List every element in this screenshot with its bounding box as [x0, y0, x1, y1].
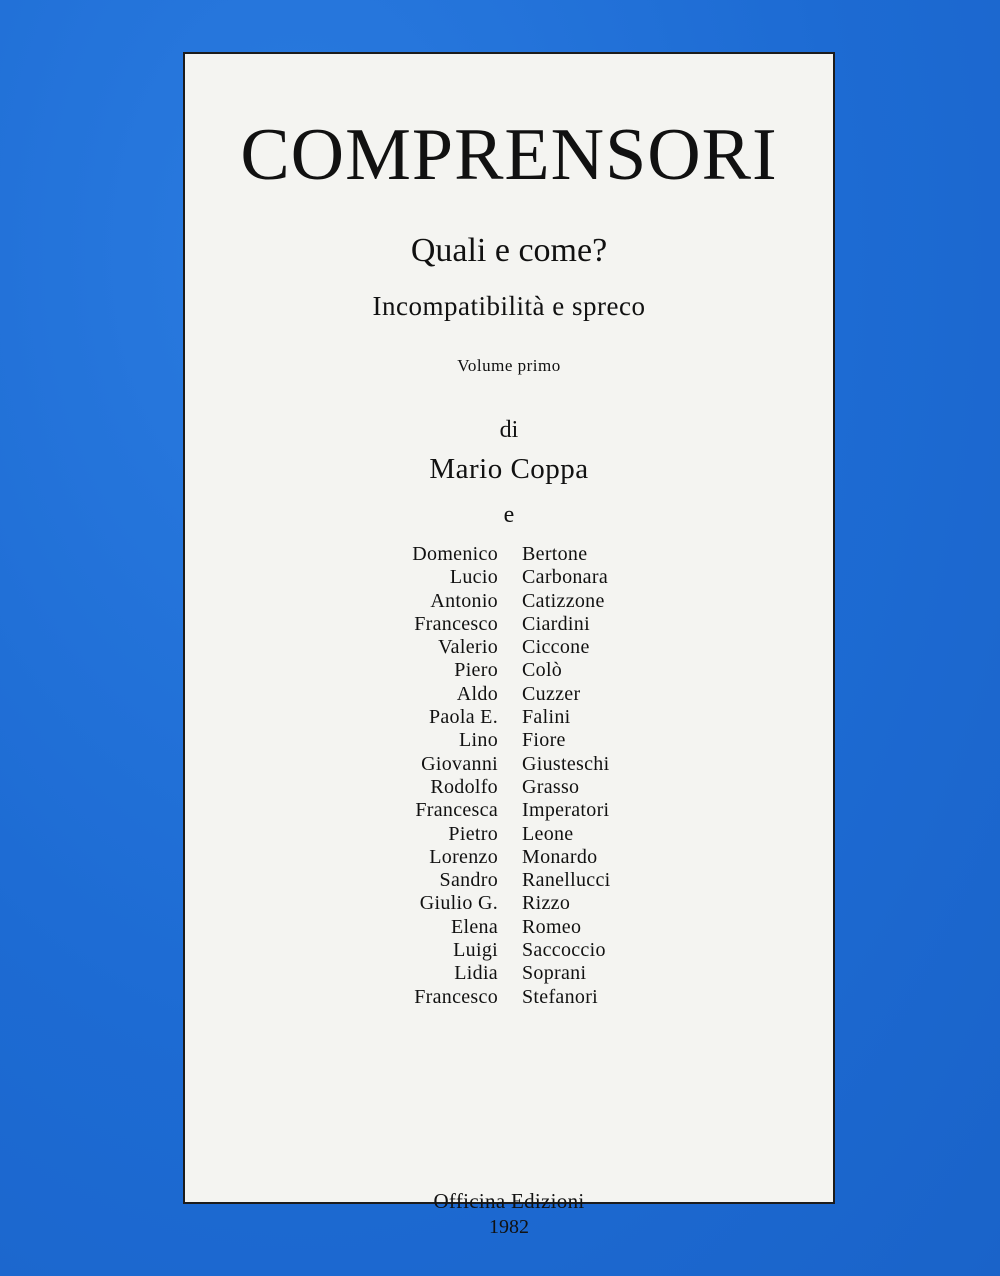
lead-author: Mario Coppa: [429, 453, 589, 485]
author-row: [185, 729, 833, 752]
author-last-name: Saccoccio: [522, 939, 606, 962]
author-first-name: Domenico: [412, 543, 498, 565]
author-first-name: Antonio: [430, 589, 498, 612]
author-row: [185, 566, 833, 589]
author-last-name: Catizzone: [522, 589, 605, 612]
author-last-name: Ciardini: [522, 612, 590, 635]
author-last-name: Leone: [522, 822, 574, 845]
author-last-name: Romeo: [522, 915, 582, 938]
co-author-list: [185, 543, 833, 1009]
author-first-name: Francesco: [414, 612, 498, 635]
author-last-name: Colò: [522, 659, 563, 682]
author-first-name: Aldo: [456, 682, 498, 705]
and-label: e: [503, 502, 515, 528]
author-first-name: Sandro: [439, 869, 498, 892]
publication-year: 1982: [489, 1216, 529, 1238]
author-last-name: Soprani: [522, 962, 587, 985]
book-secondary-subtitle: Incompatibilità e spreco: [372, 291, 646, 321]
author-row: [185, 636, 833, 659]
by-label: di: [499, 417, 519, 443]
author-first-name: Pietro: [448, 822, 498, 845]
author-first-name: Piero: [454, 659, 498, 682]
author-last-name: Giusteschi: [522, 752, 610, 775]
author-row: [185, 683, 833, 706]
author-row: [185, 986, 833, 1009]
author-first-name: Rodolfo: [430, 775, 498, 798]
author-first-name: Francesco: [414, 985, 498, 1008]
author-first-name: Giulio G.: [419, 892, 498, 915]
author-first-name: Lucio: [449, 566, 498, 589]
author-last-name: Imperatori: [522, 799, 610, 822]
author-last-name: Falini: [522, 706, 571, 729]
author-first-name: Elena: [450, 915, 498, 938]
author-last-name: Ranellucci: [522, 869, 611, 892]
author-last-name: Ciccone: [522, 636, 590, 659]
author-row: [185, 613, 833, 636]
author-first-name: Francesca: [415, 799, 498, 822]
author-first-name: Paola E.: [428, 706, 498, 729]
author-last-name: Carbonara: [522, 566, 608, 589]
author-last-name: Cuzzer: [522, 682, 581, 705]
title-label-panel: [183, 52, 835, 1238]
author-row: [185, 753, 833, 776]
author-row: [185, 590, 833, 613]
author-last-name: Fiore: [522, 729, 566, 752]
author-first-name: Giovanni: [421, 752, 498, 775]
volume-label: Volume primo: [457, 356, 561, 375]
author-row: [185, 869, 833, 892]
author-last-name: Monardo: [522, 845, 598, 868]
author-last-name: Grasso: [522, 775, 580, 798]
author-last-name: Rizzo: [522, 892, 571, 915]
author-first-name: Lorenzo: [429, 845, 498, 868]
author-row: [185, 892, 833, 915]
author-row: [185, 543, 833, 566]
author-first-name: Lino: [459, 729, 498, 752]
author-first-name: Lidia: [454, 962, 498, 985]
book-subtitle: Quali e come?: [410, 232, 608, 269]
author-row: [185, 823, 833, 846]
author-row: [185, 916, 833, 939]
author-row: [185, 846, 833, 869]
author-first-name: Valerio: [438, 636, 498, 659]
author-row: [185, 706, 833, 729]
author-row: [185, 659, 833, 682]
author-row: [185, 799, 833, 822]
author-last-name: Bertone: [522, 543, 588, 565]
book-title: COMPRENSORI: [240, 114, 778, 196]
publisher: Officina Edizioni: [433, 1189, 585, 1213]
author-row: [185, 962, 833, 985]
author-last-name: Stefanori: [522, 985, 599, 1008]
author-first-name: Luigi: [453, 939, 498, 962]
author-row: [185, 939, 833, 962]
author-row: [185, 776, 833, 799]
